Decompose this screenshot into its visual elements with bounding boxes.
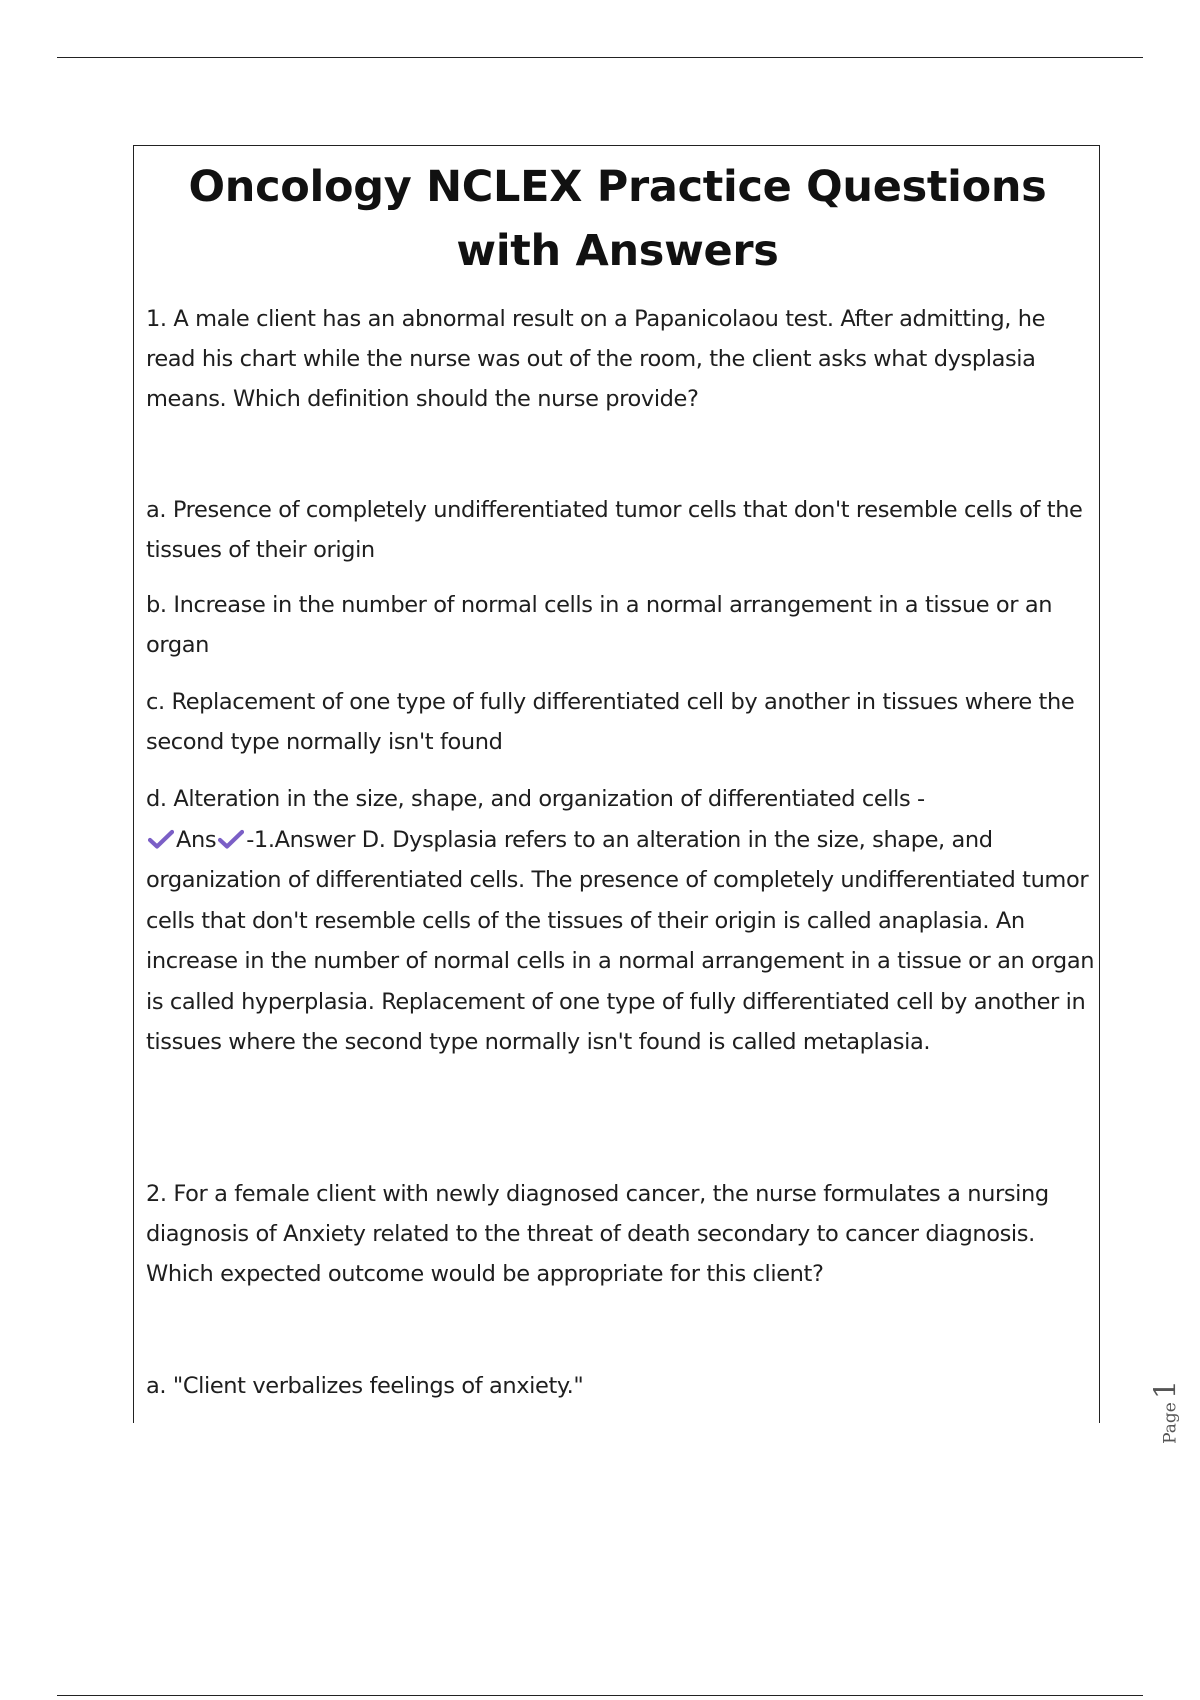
question-2-stem: 2. For a female client with newly diagnosed cancer, the nurse formulates a nursing diagnosis of Anxiety related to the threat of death secondary to cancer diagnosis. Which expected outcome would be appropriate for this client?: [146, 1181, 1049, 1287]
checkmark-icon: [218, 829, 244, 849]
page-digit: 1: [1148, 1380, 1184, 1400]
header-rule: [57, 57, 1143, 58]
question-1-stem: 1. A male client has an abnormal result on a Papanicolaou test. After admitting, he read his chart while the nurse was out of the room, the client asks what dysplasia means. Which definition should the nurse provide?: [146, 306, 1046, 412]
question-1-option-d-with-answer: [146, 779, 1096, 1063]
page-label: Page: [1160, 1402, 1181, 1444]
question-1-option-a: a. Presence of completely undifferentiated tumor cells that don't resemble cells of the tissues of their origin: [146, 497, 1083, 563]
question-1-option-b: b. Increase in the number of normal cells in a normal arrangement in a tissue or an organ: [146, 592, 1053, 658]
footer-rule: [57, 1695, 1143, 1696]
answer-rationale: -1.Answer D. Dysplasia refers to an alteration in the size, shape, and organization of differentiated cells. The presence of completely undifferentiated tumor cells that don't resemble cells of the tissues of their origin is called anaplasia. An increase in the number of normal cells in a normal arrangement in a tissue or an organ is called hyperplasia. Replacement of one type of fully differentiated cell by another in tissues where the second type normally isn't found is called metaplasia.: [146, 826, 1095, 1055]
page-title: Oncology NCLEX Practice Questions with Answers: [188, 162, 1047, 276]
checkmark-icon: [148, 829, 174, 849]
page-number: [1146, 1382, 1186, 1442]
question-2-option-a: a. "Client verbalizes feelings of anxiety.": [146, 1373, 584, 1399]
question-1-option-d: d. Alteration in the size, shape, and organization of differentiated cells -: [146, 786, 925, 812]
answer-label: Ans: [176, 826, 217, 853]
question-1-option-c: c. Replacement of one type of fully differentiated cell by another in tissues where the second type normally isn't found: [146, 689, 1075, 755]
